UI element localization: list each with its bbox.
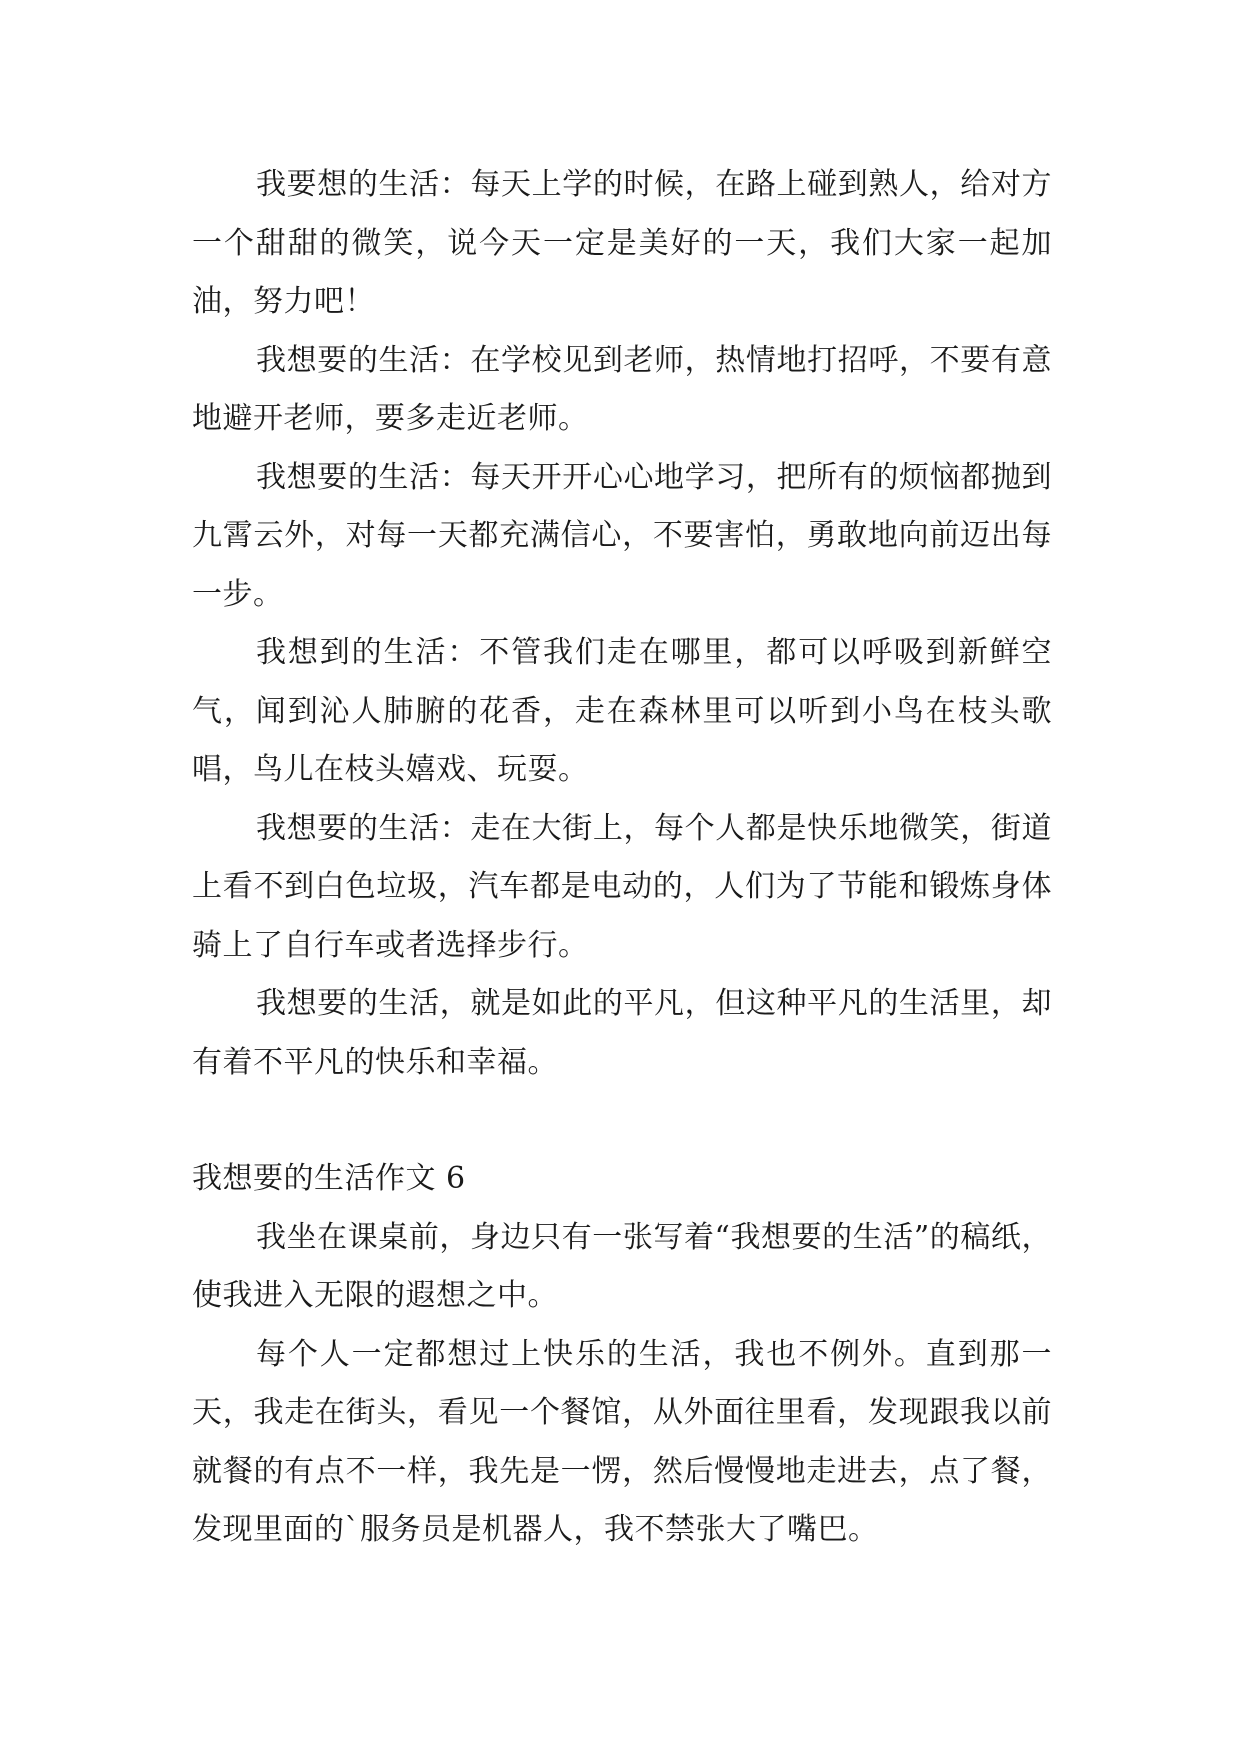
document-page	[192, 156, 1052, 1560]
paragraph-1: 我要想的生活：每天上学的时候，在路上碰到熟人，给对方一个甜甜的微笑，说今天一定是美好的一天，我们大家一起加油，努力吧！	[192, 167, 1052, 319]
section-title: 我想要的生活作文 6	[192, 1161, 466, 1196]
paragraph-5: 我想要的生活：走在大街上，每个人都是快乐地微笑，街道上看不到白色垃圾，汽车都是电动的，人们为了节能和锻炼身体骑上了自行车或者选择步行。	[192, 810, 1052, 963]
paragraph-3: 我想要的生活：每天开开心心地学习，把所有的烦恼都抛到九霄云外，对每一天都充满信心，不要害怕，勇敢地向前迈出每一步。	[192, 459, 1052, 612]
paragraph-4: 我想到的生活：不管我们走在哪里，都可以呼吸到新鲜空气，闻到沁人肺腑的花香，走在森林里可以听到小鸟在枝头歌唱，鸟儿在枝头嬉戏、玩耍。	[192, 635, 1052, 787]
paragraph-6: 我想要的生活，就是如此的平凡，但这种平凡的生活里，却有着不平凡的快乐和幸福。	[192, 986, 1052, 1080]
paragraph-2: 我想要的生活：在学校见到老师，热情地打招呼，不要有意地避开老师，要多走近老师。	[192, 342, 1052, 436]
paragraph-7: 我坐在课桌前，身边只有一张写着“我想要的生活”的稿纸，使我进入无限的遐想之中。	[192, 1219, 1052, 1313]
paragraph-8: 每个人一定都想过上快乐的生活，我也不例外。直到那一天，我走在街头，看见一个餐馆，从外面往里看，发现跟我以前就餐的有点不一样，我先是一愣，然后慢慢地走进去，点了餐，发现里面的`服务员是机器人，我不禁张大了嘴巴。	[192, 1336, 1052, 1547]
